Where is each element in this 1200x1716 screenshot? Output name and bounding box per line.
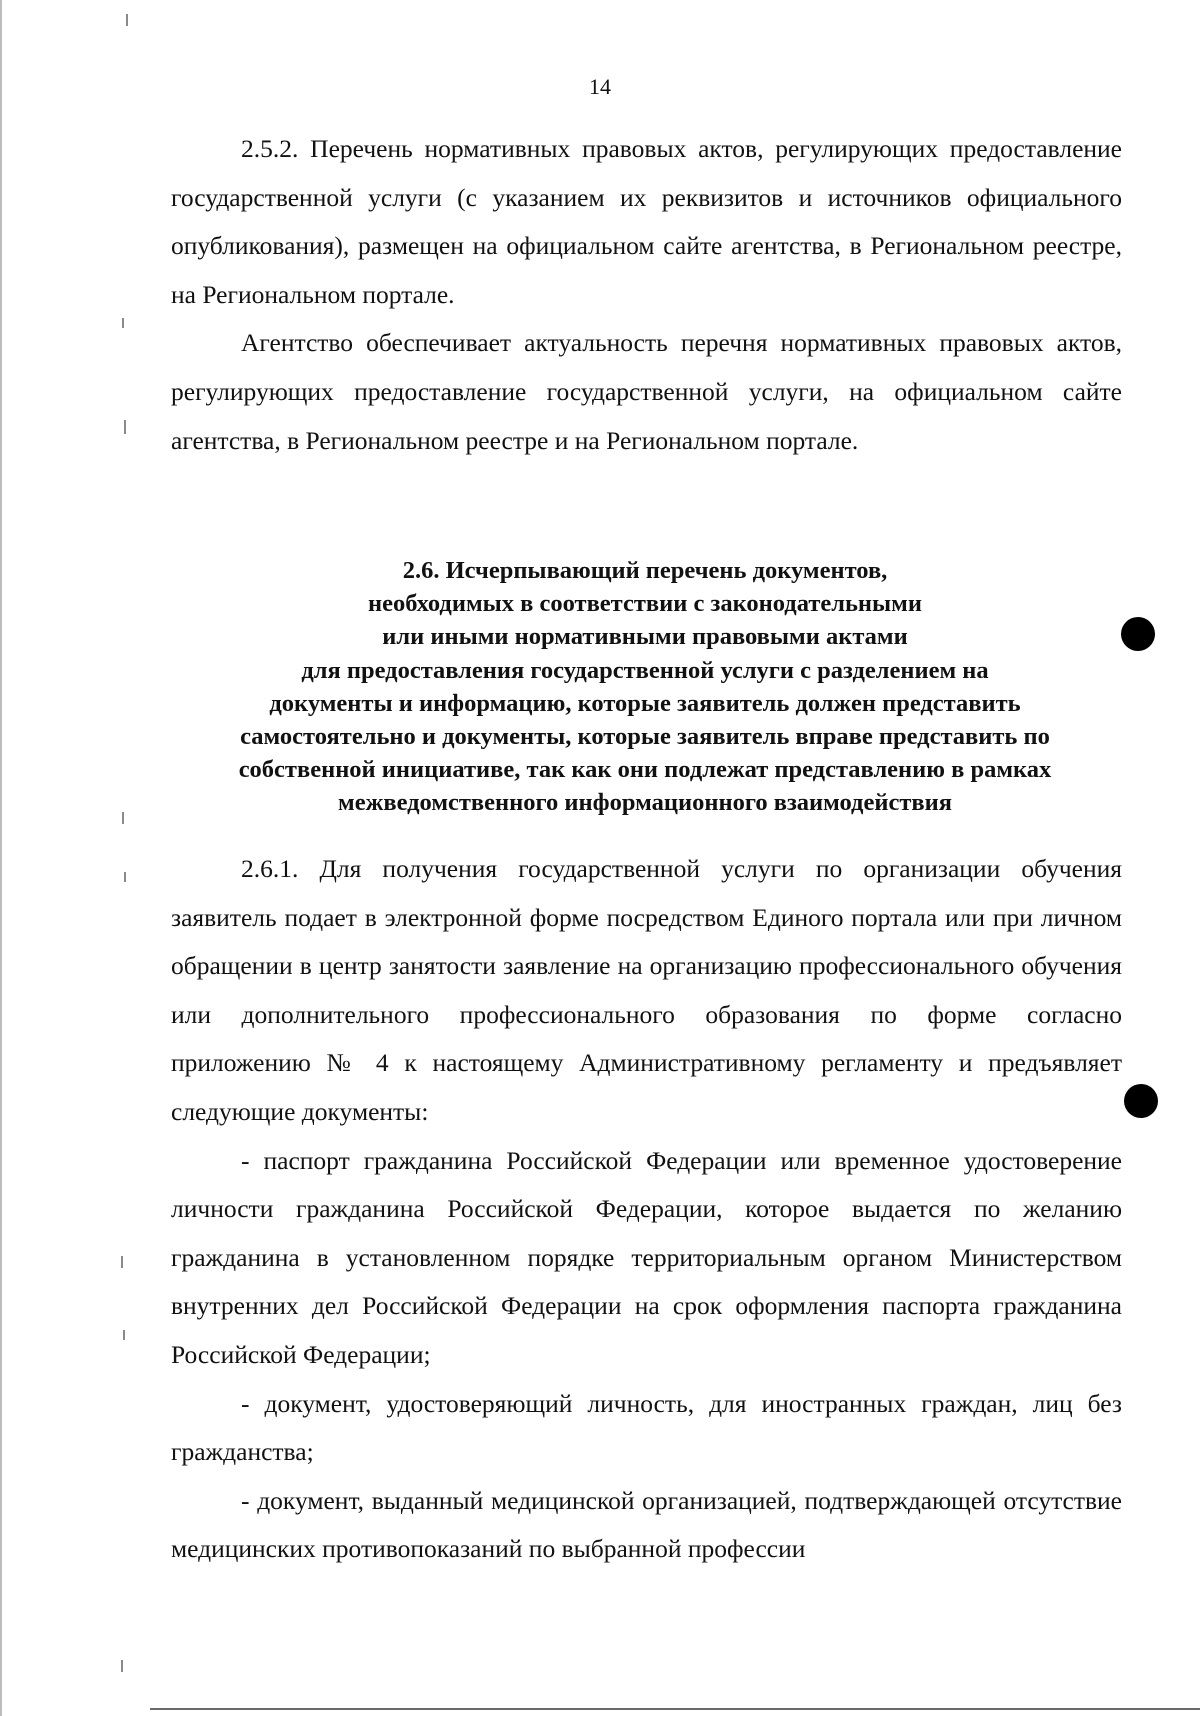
list-item-medical-certificate: - документ, выданный медицинской организацией, подтверждающей отсутствие медицинских противопоказаний по выбранной профессии [171, 1485, 1122, 1564]
punch-hole-mark [1124, 1084, 1158, 1118]
scan-speck [124, 872, 126, 882]
paragraph-2-5-2: 2.5.2. Перечень нормативных правовых актов, регулирующих предоставление государственной услуги (с указанием их реквизитов и источников официального опубликования), размещен на официальном сайте агентства, в Региональном реестре, на Региональном портале. [171, 134, 1122, 309]
section-2-6-heading [150, 554, 1140, 820]
scan-speck [121, 1256, 123, 1268]
paragraph-agency-relevance: Агентство обеспечивает актуальность перечня нормативных правовых актов, регулирующих предоставление государственной услуги, на официальном сайте агентства, в Региональном реестре и на Региональном портале. [171, 328, 1122, 455]
section-2-6-1-text [171, 845, 1122, 1574]
scan-speck [124, 420, 126, 434]
scan-speck [123, 1330, 125, 1340]
paragraph-2-6-1: 2.6.1. Для получения государственной услуги по организации обучения заявитель подает в электронной форме посредством Единого портала или при личном обращении в центр занятости заявление на организацию профессионального обучения или дополнительного профессионального образования по форме согласно приложению № 4 к настоящему Административному регламенту и предъявляет следующие документы: [171, 854, 1122, 1126]
scan-speck [122, 812, 124, 824]
heading-line: собственной инициативе, так как они подлежат представлению в рамках [238, 756, 1052, 784]
page-number: 14 [589, 74, 611, 99]
scan-left-edge [0, 0, 2, 1716]
list-item-foreign-id: - документ, удостоверяющий личность, для иностранных граждан, лиц без гражданства; [171, 1388, 1122, 1467]
heading-line: документы и информацию, которые заявитель должен представить [269, 689, 1021, 717]
list-item-passport: - паспорт гражданина Российской Федерации или временное удостоверение личности гражданина Российской Федерации, которое выдается по желанию гражданина в установленном порядке территориальным органом Министерством внутренних дел Российской Федерации на срок оформления паспорта гражданина Российской Федерации; [171, 1145, 1122, 1369]
heading-line: для предоставления государственной услуги с разделением на [301, 656, 989, 684]
heading-line: межведомственного информационного взаимодействия [338, 789, 952, 817]
scan-speck [126, 14, 128, 26]
scan-speck [121, 1660, 123, 1672]
heading-line: необходимых в соответствии с законодательными [368, 590, 922, 618]
heading-line: или иными нормативными правовыми актами [382, 623, 908, 651]
punch-hole-mark [1121, 617, 1155, 651]
heading-line: 2.6. Исчерпывающий перечень документов, [402, 557, 888, 584]
section-2-5-2-text [171, 125, 1122, 465]
scan-speck [122, 318, 124, 328]
scan-bottom-edge [150, 1708, 1200, 1710]
heading-line: самостоятельно и документы, которые заявитель вправе представить по [240, 723, 1050, 751]
